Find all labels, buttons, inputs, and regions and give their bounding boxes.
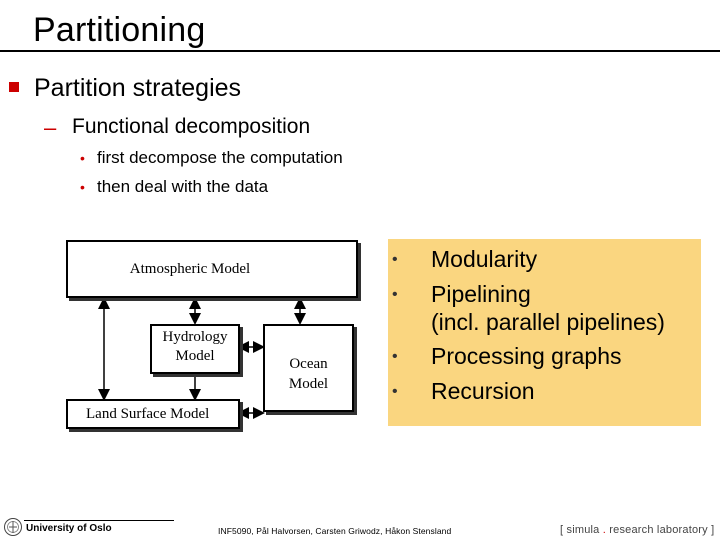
level3-item: first decompose the computation — [97, 148, 343, 167]
simula-logo — [560, 524, 714, 536]
hydrology-model-box — [150, 324, 240, 374]
hydrology-model-label-line1: Hydrology — [162, 329, 228, 345]
atmospheric-model-label: Atmospheric Model — [129, 261, 251, 277]
land-surface-model-label: Land Surface Model — [86, 406, 210, 422]
simula-logo-right: research laboratory ] — [609, 524, 715, 536]
footer-rule — [24, 520, 174, 521]
ocean-model-label-line1: Ocean — [289, 356, 328, 372]
ocean-model-box — [263, 324, 354, 412]
ocean-model-label-line2: Model — [288, 376, 329, 392]
level3-item: then deal with the data — [97, 177, 269, 196]
level1-text: Partition strategies — [34, 74, 242, 102]
footer-credit: INF5090, Pål Halvorsen, Carsten Griwodz, Håkon Stensland — [218, 526, 452, 536]
panel-item: Modularity — [431, 246, 538, 272]
level3-bullet-icon: • — [80, 179, 85, 195]
panel-bullet-icon: • — [392, 251, 398, 268]
level2-dash-icon: – — [44, 115, 57, 140]
slide-title: Partitioning — [33, 11, 206, 49]
panel-bullet-icon: • — [392, 383, 398, 400]
university-seal-icon — [3, 517, 23, 537]
land-surface-model-box — [66, 399, 240, 429]
level3-bullet-icon: • — [80, 150, 85, 166]
university-name: University of Oslo — [26, 523, 112, 534]
panel-item-continuation: (incl. parallel pipelines) — [431, 309, 665, 335]
atmospheric-model-box — [66, 240, 358, 298]
simula-logo-dot: . — [599, 524, 610, 536]
panel-item: Recursion — [431, 378, 535, 404]
decomposition-diagram — [60, 236, 360, 436]
panel-bullet-icon: • — [392, 286, 398, 303]
title-rule — [0, 50, 720, 52]
simula-logo-left: [ simula — [560, 524, 600, 536]
panel-item: Pipelining — [431, 281, 531, 307]
level2-text: Functional decomposition — [72, 115, 311, 138]
hydrology-model-label-line2: Model — [175, 348, 215, 364]
panel-item: Processing graphs — [431, 343, 622, 369]
level1-bullet-icon — [9, 82, 19, 92]
panel-bullet-icon: • — [392, 348, 398, 365]
